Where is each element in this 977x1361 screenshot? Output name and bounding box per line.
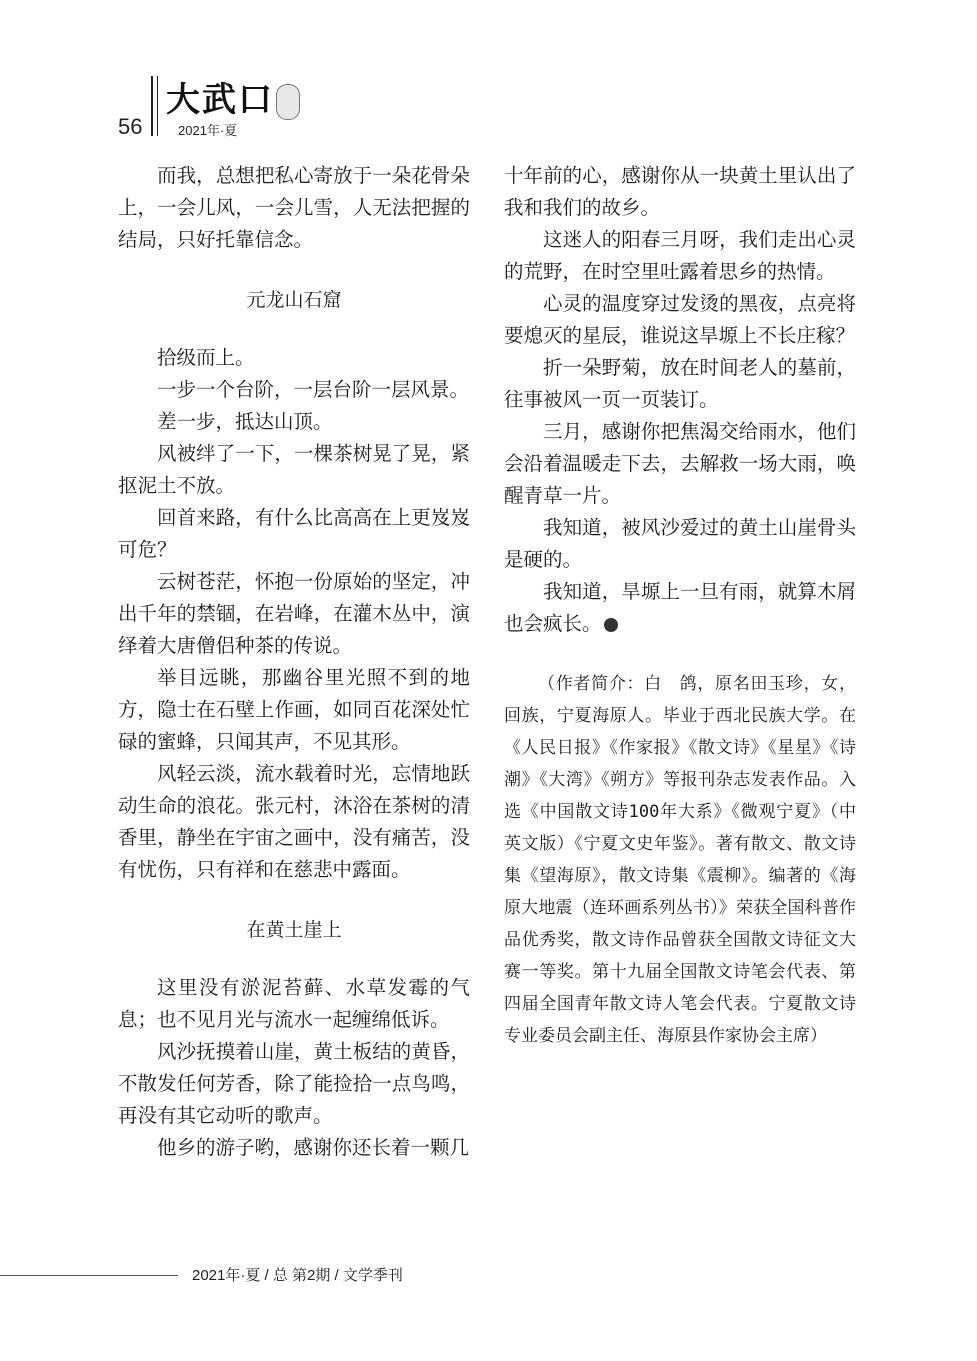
left-column (118, 160, 470, 1164)
paragraph: 折一朵野菊，放在时间老人的墓前，往事被风一页一页装订。 (504, 356, 856, 411)
paragraph: 拾级而上。 (157, 346, 255, 369)
footer-text: 2021年·夏 / 总 第2期 / 文学季刊 (192, 1267, 403, 1284)
paragraph: 回首来路，有什么比高高在上更岌岌可危？ (118, 506, 470, 561)
final-paragraph (504, 576, 856, 640)
paragraph: 差一步，抵达山顶。 (157, 410, 333, 433)
end-mark-icon (604, 618, 618, 632)
header-divider (151, 76, 153, 136)
section-title: 元龙山石窟 (246, 289, 342, 311)
paragraph: 他乡的游子哟，感谢你还长着一颗几 (157, 1136, 470, 1159)
paragraph: 一步一个台阶，一层台阶一层风景。 (157, 378, 470, 401)
paragraph: 风被绊了一下，一棵茶树晃了晃，紧抠泥土不放。 (118, 442, 470, 497)
paragraph: 云树苍茫，怀抱一份原始的坚定，冲出千年的禁锢，在岩峰，在灌木丛中，演绎着大唐僧侣种茶的传说。 (118, 570, 470, 657)
seal-icon (276, 84, 300, 120)
final-paragraph-text: 我知道，旱塬上一旦有雨，就算木屑也会疯长。 (504, 580, 856, 635)
paragraph: 这里没有淤泥苔藓、水草发霉的气息；也不见月光与流水一起缠绵低诉。 (118, 976, 470, 1031)
right-column (504, 160, 856, 640)
page-header (0, 0, 977, 150)
intro-paragraph: 而我，总想把私心寄放于一朵花骨朵上，一会儿风，一会儿雪，人无法把握的结局，只好托靠信念。 (118, 164, 470, 251)
author-bio: （作者简介：白 鸽，原名田玉珍，女，回族，宁夏海原人。毕业于西北民族大学。在《人民日报》《作家报》《散文诗》《星星》《诗潮》《大湾》《朔方》等报刊杂志发表作品。入选《中国散文诗100年大系》《微观宁夏》（中英文版）《宁夏文史年鉴》。著有散文、散文诗集《望海原》，散文诗集《震柳》。编著的《海原大地震（连环画系列丛书）》荣获全国科普作品优秀奖，散文诗作品曾获全国散文诗征文大赛一等奖。第十九届全国散文诗笔会代表、第四届全国青年散文诗人笔会代表。宁夏散文诗专业委员会副主任、海原县作家协会主席） (504, 674, 856, 1046)
paragraph: 三月，感谢你把焦渴交给雨水，他们会沿着温暖走下去，去解救一场大雨，唤醒青草一片。 (504, 420, 856, 507)
footer-rule (0, 1275, 178, 1276)
paragraph: 这迷人的阳春三月呀，我们走出心灵的荒野，在时空里吐露着思乡的热情。 (504, 228, 856, 283)
section-title: 在黄土崖上 (246, 919, 342, 941)
paragraph: 风沙抚摸着山崖，黄土板结的黄昏，不散发任何芳香，除了能捡拾一点鸟鸣，再没有其它动听的歌声。 (118, 1040, 470, 1127)
continuation-paragraph: 十年前的心，感谢你从一块黄土里认出了我和我们的故乡。 (504, 164, 856, 219)
page-number: 56 (118, 114, 143, 139)
magazine-issue: 2021年·夏 (178, 123, 238, 138)
paragraph: 举目远眺，那幽谷里光照不到的地方，隐士在石壁上作画，如同百花深处忙碌的蜜蜂，只闻其声，不见其形。 (118, 666, 470, 753)
header-divider-thin (157, 76, 158, 136)
paragraph: 心灵的温度穿过发烫的黑夜，点亮将要熄灭的星辰，谁说这旱塬上不长庄稼？ (504, 292, 856, 347)
magazine-title: 大武口 (166, 80, 274, 120)
paragraph: 我知道，被风沙爱过的黄土山崖骨头是硬的。 (504, 516, 856, 571)
paragraph: 风轻云淡，流水载着时光，忘情地跃动生命的浪花。张元村，沐浴在茶树的清香里，静坐在宇宙之画中，没有痛苦，没有忧伤，只有祥和在慈悲中露面。 (118, 762, 470, 881)
